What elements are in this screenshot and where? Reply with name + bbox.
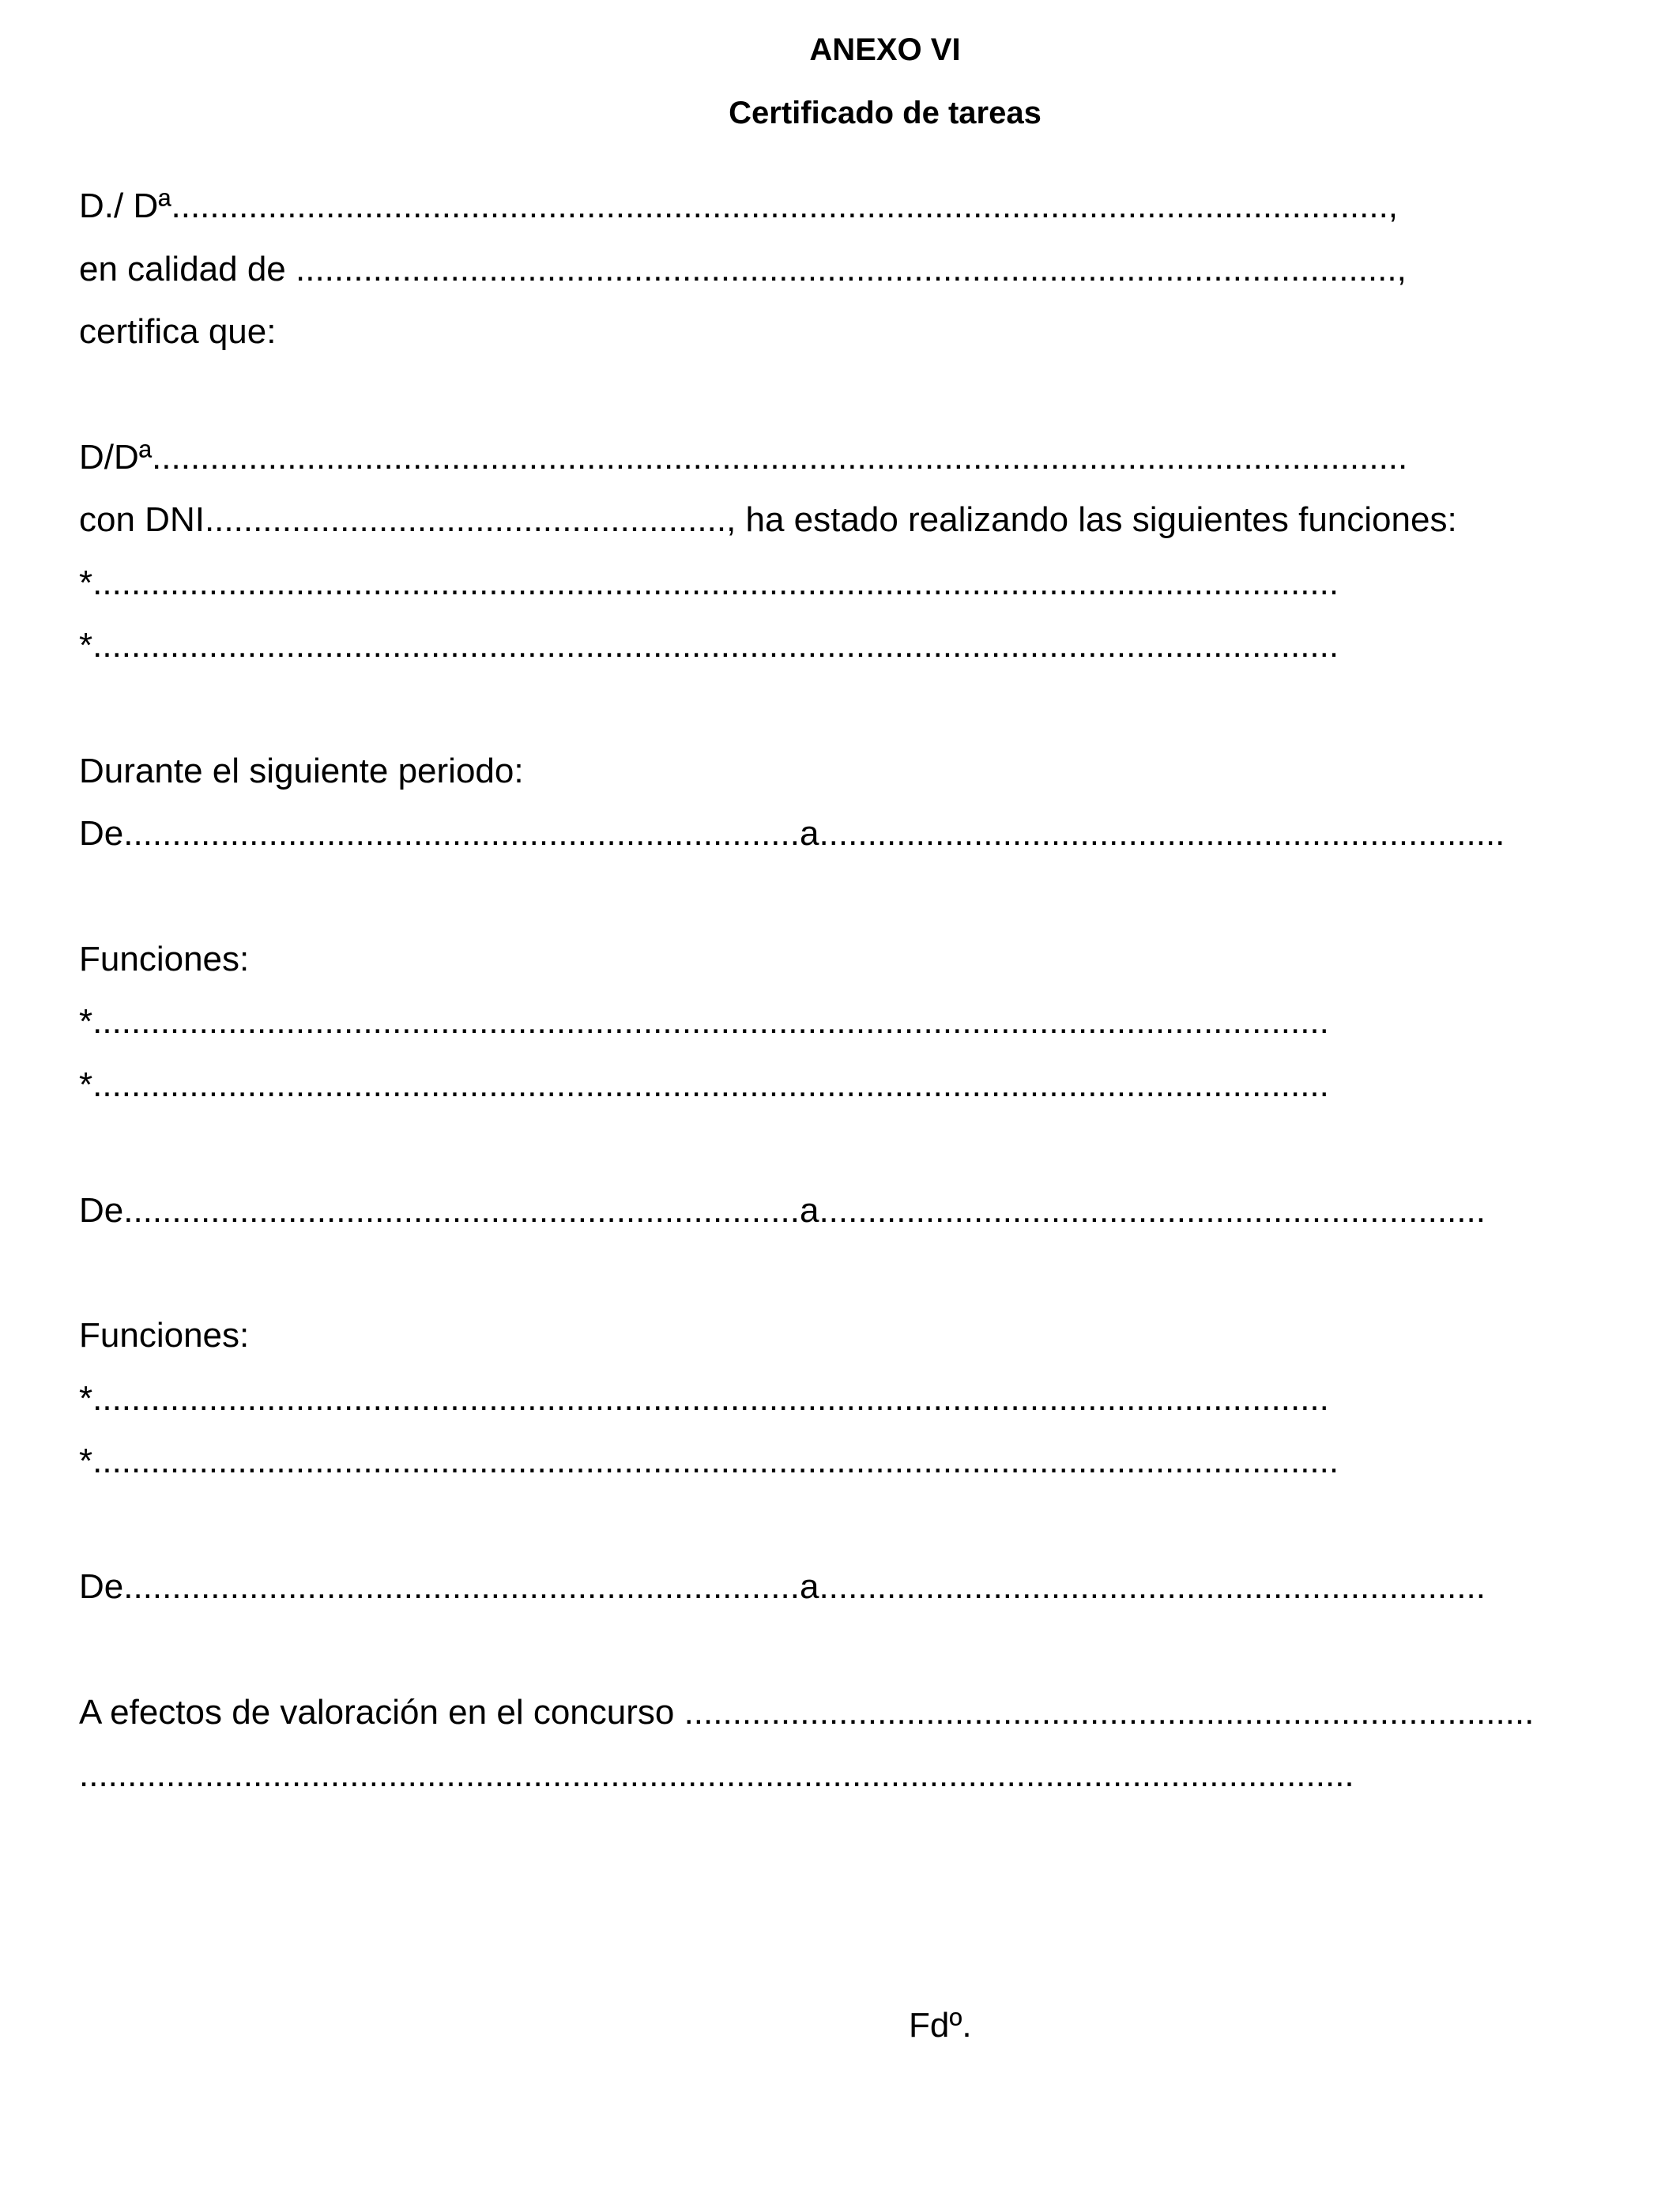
function-bullet-line: *................................................................................................................................. <box>79 1442 1339 1480</box>
dni-functions-line: con DNI......................................................, ha estado realizando las siguientes funciones: <box>79 500 1457 539</box>
period-range-line: De......................................................................a....................................................................... <box>79 814 1505 853</box>
function-bullet-line: *................................................................................................................................ <box>79 1065 1329 1104</box>
function-bullet-line: *................................................................................................................................. <box>79 564 1339 602</box>
employee-name-line: D/Dª.................................................................................................................................. <box>79 438 1408 477</box>
period-intro-line: Durante el siguiente periodo: <box>79 752 524 790</box>
certifier-name-line: D./ Dª.............................................................................................................................., <box>79 187 1399 225</box>
valuation-continued-line: .................................................................................................................................... <box>79 1755 1354 1794</box>
valuation-line: A efectos de valoración en el concurso ........................................................................................ <box>79 1693 1535 1732</box>
functions-label: Funciones: <box>79 1316 250 1355</box>
annex-title: ANEXO VI <box>809 32 961 67</box>
document-subtitle: Certificado de tareas <box>729 96 1042 130</box>
signature-label: Fdº. <box>909 2006 972 2045</box>
capacity-line: en calidad de .................................................................................................................., <box>79 250 1407 288</box>
functions-label: Funciones: <box>79 940 250 978</box>
function-bullet-line: *................................................................................................................................ <box>79 1002 1329 1041</box>
period-range-line: De......................................................................a..................................................................... <box>79 1191 1486 1230</box>
function-bullet-line: *................................................................................................................................. <box>79 626 1339 665</box>
period-range-line: De......................................................................a..................................................................... <box>79 1567 1486 1606</box>
function-bullet-line: *................................................................................................................................ <box>79 1379 1329 1418</box>
certifies-line: certifica que: <box>79 312 277 351</box>
